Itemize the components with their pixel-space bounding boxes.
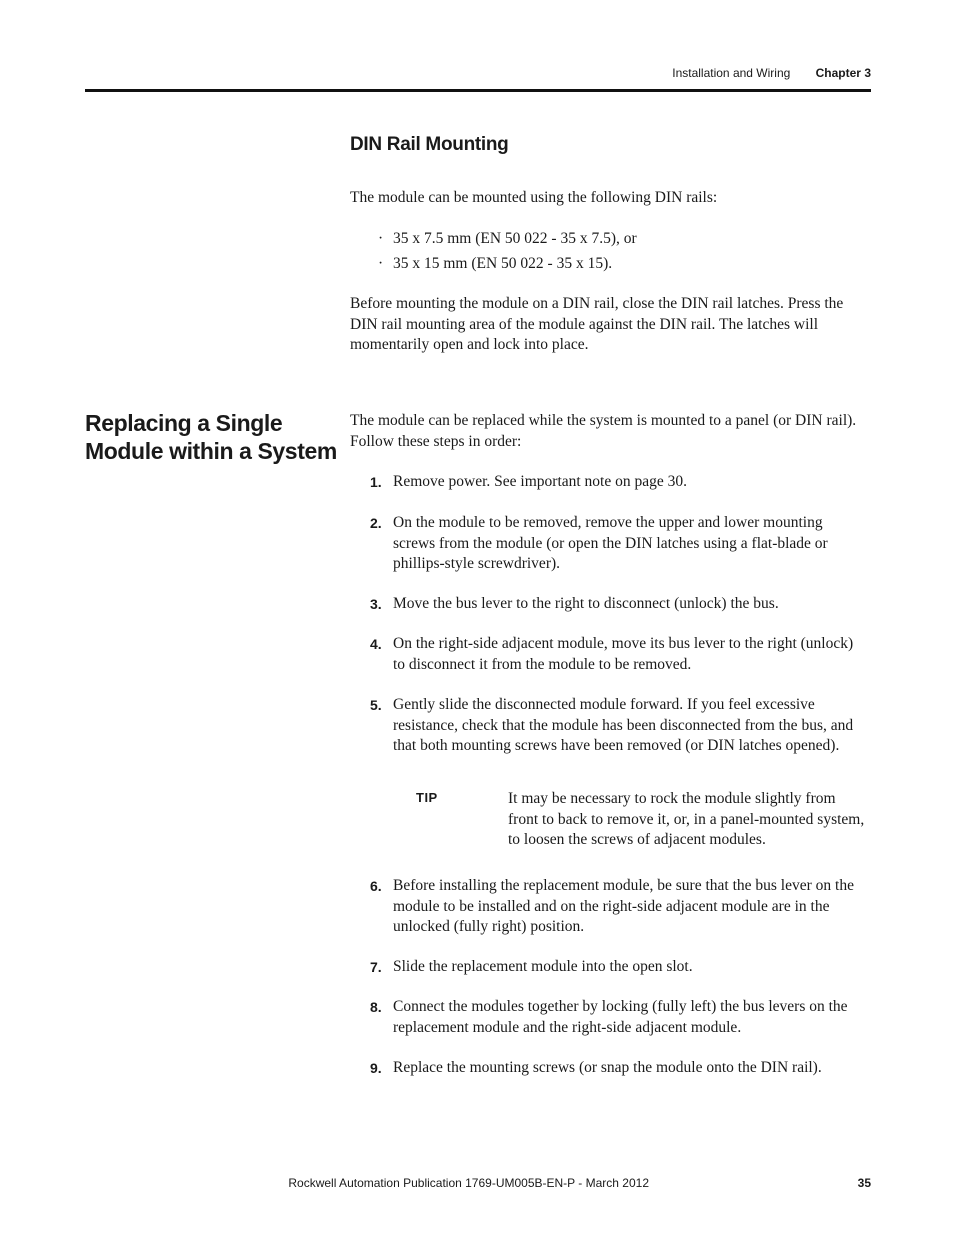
bullet-text: 35 x 7.5 mm (EN 50 022 - 35 x 7.5), or <box>393 230 637 247</box>
bullet-dot: · <box>378 255 384 272</box>
step-item <box>370 472 865 493</box>
tip-label: TIP <box>416 790 438 805</box>
step-text: Gently slide the disconnected module forward. If you feel excessive resistance, check that the module has been disconnected from the bus, and that both mounting screws have been removed (or DIN latches opened). <box>393 696 854 754</box>
din-rail-heading: DIN Rail Mounting <box>350 134 509 155</box>
step-number: 6. <box>370 878 382 894</box>
step-number: 3. <box>370 596 382 612</box>
running-header <box>85 66 871 82</box>
step-item <box>370 876 865 938</box>
bullet-dot: · <box>378 230 384 247</box>
step-text: Remove power. See important note on page 30. <box>393 473 688 490</box>
step-text: Replace the mounting screws (or snap the module onto the DIN rail). <box>393 1059 822 1076</box>
footer-publication: Rockwell Automation Publication 1769-UM005B-EN-P - March 2012 <box>288 1176 649 1190</box>
din-rail-intro: The module can be mounted using the following DIN rails: <box>350 189 718 206</box>
step-item <box>370 695 865 757</box>
tip-text: It may be necessary to rock the module slightly from front to back to remove it, or, in a panel-mounted system, to loosen the screws of adjacent modules. <box>508 790 865 848</box>
step-number: 8. <box>370 999 382 1015</box>
step-item <box>370 997 865 1038</box>
page-footer <box>85 1176 871 1192</box>
step-text: Slide the replacement module into the open slot. <box>393 958 693 975</box>
list-item <box>378 229 637 250</box>
step-item <box>370 634 865 675</box>
list-item <box>378 254 612 275</box>
bullet-text: 35 x 15 mm (EN 50 022 - 35 x 15). <box>393 255 613 272</box>
step-number: 4. <box>370 636 382 652</box>
replacing-module-heading: Replacing a Single Module within a System <box>85 410 337 464</box>
din-rail-paragraph: Before mounting the module on a DIN rail, close the DIN rail latches. Press the DIN rail mounting area of the module against the DIN rail. The latches will momentarily open and lock into place. <box>350 295 844 353</box>
header-rule <box>85 89 871 92</box>
replacing-intro: The module can be replaced while the system is mounted to a panel (or DIN rail). Follow these steps in order: <box>350 412 857 450</box>
step-item <box>370 594 865 615</box>
step-text: Connect the modules together by locking (fully left) the bus levers on the replacement module and the right-side adjacent module. <box>393 998 848 1036</box>
step-number: 7. <box>370 959 382 975</box>
step-item <box>370 1058 865 1079</box>
header-section-title: Installation and Wiring <box>672 66 791 80</box>
step-item <box>370 957 865 978</box>
step-number: 1. <box>370 474 382 490</box>
page-number: 35 <box>857 1176 871 1190</box>
step-text: Move the bus lever to the right to disconnect (unlock) the bus. <box>393 595 779 612</box>
header-chapter: Chapter 3 <box>815 66 871 80</box>
step-number: 9. <box>370 1060 382 1076</box>
step-text: On the right-side adjacent module, move its bus lever to the right (unlock) to disconnect it from the module to be removed. <box>393 635 854 673</box>
step-number: 2. <box>370 515 382 531</box>
step-number: 5. <box>370 697 382 713</box>
step-text: Before installing the replacement module, be sure that the bus lever on the module to be installed and on the right-side adjacent module are in the unlocked (fully right) position. <box>393 877 854 935</box>
step-text: On the module to be removed, remove the upper and lower mounting screws from the module (or open the DIN latches using a flat-blade or phillips-style screwdriver). <box>393 514 828 572</box>
step-item <box>370 513 865 575</box>
